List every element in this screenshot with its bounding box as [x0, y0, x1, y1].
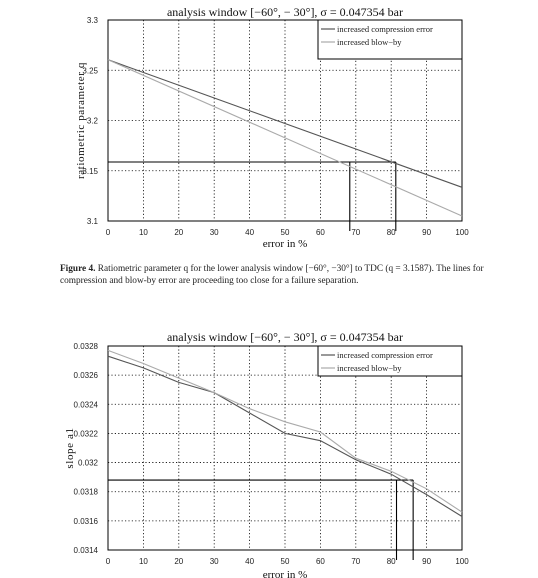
- caption-label: Figure 4.: [60, 264, 96, 274]
- x-tick-label: 80: [386, 557, 396, 566]
- x-tick-label: 100: [455, 557, 469, 566]
- y-axis-label: slope a1: [64, 427, 76, 469]
- y-axis-label: ratiometric parameter q: [75, 61, 87, 180]
- x-tick-label: 90: [422, 557, 432, 566]
- x-tick-label: 60: [315, 228, 325, 237]
- x-tick-label: 80: [386, 228, 396, 237]
- y-tick-label: 3.25: [82, 66, 98, 76]
- x-tick-label: 100: [455, 228, 469, 237]
- y-tick-label: 0.0318: [73, 487, 98, 497]
- caption-text: Ratiometric parameter q for the lower analysis window [−60°, −30°] to TDC (q = 3.1587). The lines for compression and blow-by error are proceeding too close for a failure separation.: [60, 264, 484, 286]
- x-tick-label: 90: [422, 228, 432, 237]
- x-tick-label: 10: [138, 228, 148, 237]
- x-tick-label: 40: [245, 557, 255, 566]
- legend-label: increased compression error: [337, 24, 433, 34]
- y-tick-label: 0.032: [77, 458, 98, 468]
- x-tick-label: 50: [280, 228, 290, 237]
- legend-label: increased compression error: [337, 350, 433, 360]
- series-line-blow-by: [108, 60, 462, 216]
- x-tick-label: 0: [105, 557, 111, 566]
- x-tick-label: 0: [105, 228, 111, 237]
- x-axis-label: error in %: [262, 238, 308, 250]
- x-tick-label: 20: [174, 557, 184, 566]
- legend-label: increased blow−by: [337, 363, 402, 373]
- x-tick-label: 10: [138, 557, 148, 566]
- figure-caption: [60, 263, 530, 287]
- x-tick-label: 60: [315, 557, 325, 566]
- y-tick-label: 0.0328: [73, 342, 98, 351]
- x-axis-label: error in %: [262, 569, 308, 578]
- y-tick-label: 3.1: [86, 217, 98, 226]
- y-tick-label: 0.0326: [73, 371, 98, 381]
- y-tick-label: 0.0316: [73, 516, 98, 526]
- x-tick-label: 30: [209, 228, 219, 237]
- chart-title: analysis window [−60°, − 30°], σ = 0.047354 bar: [166, 5, 404, 19]
- y-tick-label: 3.15: [82, 166, 98, 176]
- x-tick-label: 20: [174, 228, 184, 237]
- y-tick-label: 0.0322: [73, 429, 98, 439]
- y-tick-label: 3.3: [86, 16, 98, 25]
- x-tick-label: 70: [351, 228, 361, 237]
- x-tick-label: 40: [245, 228, 255, 237]
- x-tick-label: 30: [209, 557, 219, 566]
- x-tick-label: 50: [280, 557, 290, 566]
- y-tick-label: 0.0314: [73, 546, 98, 555]
- chart-title: analysis window [−60°, − 30°], σ = 0.047354 bar: [166, 330, 404, 344]
- y-tick-label: 3.2: [86, 116, 98, 126]
- legend-label: increased blow−by: [337, 37, 402, 47]
- x-tick-label: 70: [351, 557, 361, 566]
- y-tick-label: 0.0324: [73, 400, 98, 410]
